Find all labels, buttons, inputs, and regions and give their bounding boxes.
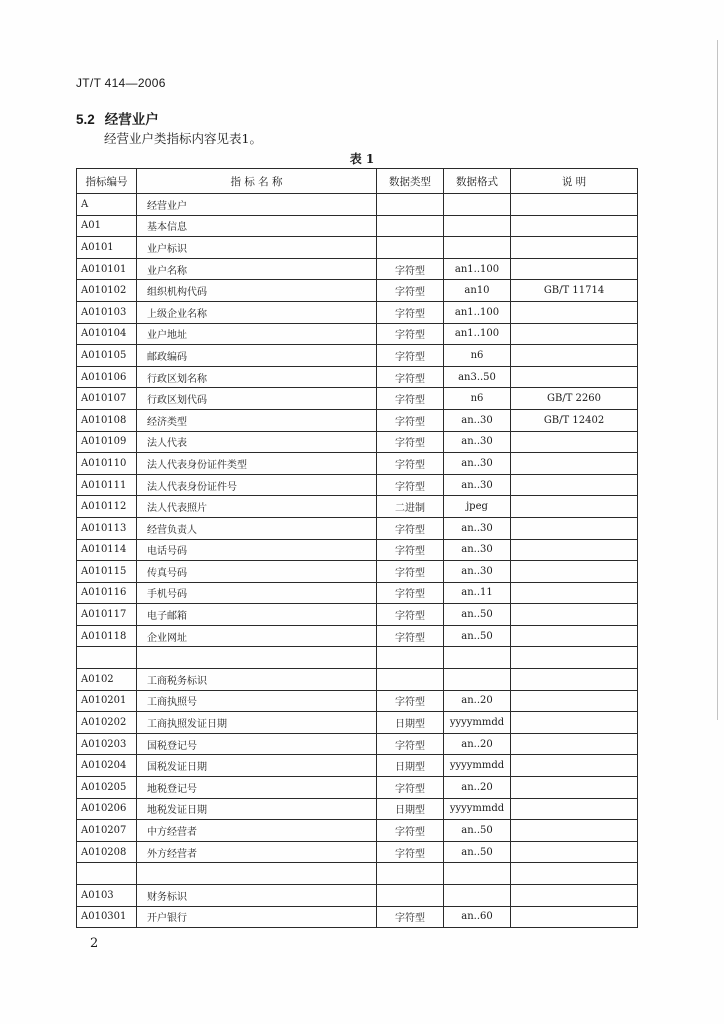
cell-type bbox=[377, 194, 444, 216]
cell-type bbox=[377, 237, 444, 259]
cell-name: 企业网址 bbox=[137, 625, 377, 647]
table-row bbox=[77, 777, 638, 799]
cell-name: 法人代表身份证件号 bbox=[137, 474, 377, 496]
cell-note bbox=[511, 755, 638, 777]
cell-name: 工商执照号 bbox=[137, 690, 377, 712]
cell-type: 字符型 bbox=[377, 301, 444, 323]
cell-note bbox=[511, 712, 638, 734]
table-row bbox=[77, 561, 638, 583]
col-header-note: 说 明 bbox=[511, 169, 638, 194]
cell-note bbox=[511, 323, 638, 345]
cell-type: 字符型 bbox=[377, 690, 444, 712]
table-row bbox=[77, 885, 638, 907]
cell-note bbox=[511, 582, 638, 604]
cell-type bbox=[377, 863, 444, 885]
cell-note bbox=[511, 690, 638, 712]
table-row bbox=[77, 669, 638, 691]
cell-type: 字符型 bbox=[377, 280, 444, 302]
cell-format: yyyymmdd bbox=[444, 712, 511, 734]
cell-name: 中方经营者 bbox=[137, 820, 377, 842]
cell-code: A010204 bbox=[77, 755, 137, 777]
cell-code: A010107 bbox=[77, 388, 137, 410]
table-row bbox=[77, 409, 638, 431]
cell-format: an..30 bbox=[444, 474, 511, 496]
cell-code: A010111 bbox=[77, 474, 137, 496]
cell-note bbox=[511, 777, 638, 799]
table-row bbox=[77, 323, 638, 345]
cell-note bbox=[511, 539, 638, 561]
cell-format bbox=[444, 215, 511, 237]
cell-type bbox=[377, 215, 444, 237]
cell-name: 工商执照发证日期 bbox=[137, 712, 377, 734]
cell-name: 行政区划名称 bbox=[137, 366, 377, 388]
section-heading bbox=[76, 108, 159, 128]
cell-note bbox=[511, 906, 638, 928]
cell-code: A010117 bbox=[77, 604, 137, 626]
cell-format: an..50 bbox=[444, 820, 511, 842]
cell-format: an..60 bbox=[444, 906, 511, 928]
cell-code: A010205 bbox=[77, 777, 137, 799]
cell-name: 财务标识 bbox=[137, 885, 377, 907]
cell-type: 字符型 bbox=[377, 820, 444, 842]
cell-name: 工商税务标识 bbox=[137, 669, 377, 691]
cell-note bbox=[511, 345, 638, 367]
cell-code: A010113 bbox=[77, 517, 137, 539]
cell-name: 开户银行 bbox=[137, 906, 377, 928]
cell-type bbox=[377, 669, 444, 691]
cell-format: an..30 bbox=[444, 453, 511, 475]
cell-code: A010115 bbox=[77, 561, 137, 583]
cell-type: 字符型 bbox=[377, 777, 444, 799]
cell-note bbox=[511, 366, 638, 388]
cell-type: 字符型 bbox=[377, 561, 444, 583]
cell-name: 组织机构代码 bbox=[137, 280, 377, 302]
cell-code: A010208 bbox=[77, 841, 137, 863]
cell-format: an..11 bbox=[444, 582, 511, 604]
cell-type: 字符型 bbox=[377, 366, 444, 388]
cell-code bbox=[77, 863, 137, 885]
cell-type: 字符型 bbox=[377, 474, 444, 496]
cell-code: A010301 bbox=[77, 906, 137, 928]
cell-type: 字符型 bbox=[377, 388, 444, 410]
cell-type: 日期型 bbox=[377, 712, 444, 734]
table-row bbox=[77, 280, 638, 302]
cell-name: 行政区划代码 bbox=[137, 388, 377, 410]
cell-note bbox=[511, 431, 638, 453]
cell-code: A010203 bbox=[77, 733, 137, 755]
cell-name: 经营业户 bbox=[137, 194, 377, 216]
cell-format: an..20 bbox=[444, 733, 511, 755]
col-header-format: 数据格式 bbox=[444, 169, 511, 194]
cell-note bbox=[511, 798, 638, 820]
cell-name: 国税发证日期 bbox=[137, 755, 377, 777]
cell-code: A bbox=[77, 194, 137, 216]
cell-code: A010104 bbox=[77, 323, 137, 345]
col-header-type: 数据类型 bbox=[377, 169, 444, 194]
table-header-row bbox=[77, 169, 638, 194]
cell-note bbox=[511, 194, 638, 216]
cell-format bbox=[444, 647, 511, 669]
cell-name: 上级企业名称 bbox=[137, 301, 377, 323]
cell-name: 外方经营者 bbox=[137, 841, 377, 863]
cell-format: an..30 bbox=[444, 409, 511, 431]
cell-type: 字符型 bbox=[377, 841, 444, 863]
cell-format: jpeg bbox=[444, 496, 511, 518]
table-row bbox=[77, 474, 638, 496]
cell-format: an..30 bbox=[444, 431, 511, 453]
cell-note bbox=[511, 841, 638, 863]
cell-format: an3..50 bbox=[444, 366, 511, 388]
cell-code: A010101 bbox=[77, 258, 137, 280]
table-row bbox=[77, 755, 638, 777]
cell-type: 字符型 bbox=[377, 906, 444, 928]
page-number: 2 bbox=[90, 936, 99, 951]
cell-format: an1..100 bbox=[444, 323, 511, 345]
cell-code: A010206 bbox=[77, 798, 137, 820]
cell-code: A010118 bbox=[77, 625, 137, 647]
cell-type bbox=[377, 885, 444, 907]
cell-type: 字符型 bbox=[377, 733, 444, 755]
cell-name: 电子邮箱 bbox=[137, 604, 377, 626]
cell-format: an..50 bbox=[444, 625, 511, 647]
indicator-table bbox=[76, 168, 638, 928]
cell-format: n6 bbox=[444, 345, 511, 367]
table-row bbox=[77, 215, 638, 237]
cell-code: A010207 bbox=[77, 820, 137, 842]
cell-format: an..20 bbox=[444, 690, 511, 712]
cell-code: A010116 bbox=[77, 582, 137, 604]
table-row bbox=[77, 906, 638, 928]
col-header-code: 指标编号 bbox=[77, 169, 137, 194]
table-row bbox=[77, 841, 638, 863]
cell-name: 业户标识 bbox=[137, 237, 377, 259]
cell-type bbox=[377, 647, 444, 669]
cell-type: 字符型 bbox=[377, 258, 444, 280]
cell-code: A01 bbox=[77, 215, 137, 237]
cell-code: A0103 bbox=[77, 885, 137, 907]
cell-type: 字符型 bbox=[377, 582, 444, 604]
cell-format bbox=[444, 237, 511, 259]
cell-note bbox=[511, 561, 638, 583]
cell-format bbox=[444, 885, 511, 907]
cell-type: 字符型 bbox=[377, 431, 444, 453]
cell-type: 字符型 bbox=[377, 539, 444, 561]
cell-code: A010103 bbox=[77, 301, 137, 323]
cell-format bbox=[444, 194, 511, 216]
cell-note: GB/T 11714 bbox=[511, 280, 638, 302]
cell-type: 二进制 bbox=[377, 496, 444, 518]
cell-note bbox=[511, 669, 638, 691]
cell-code: A010108 bbox=[77, 409, 137, 431]
cell-code: A010114 bbox=[77, 539, 137, 561]
standard-code: JT/T 414—2006 bbox=[76, 76, 166, 90]
cell-name: 法人代表身份证件类型 bbox=[137, 453, 377, 475]
cell-format: an1..100 bbox=[444, 301, 511, 323]
cell-note bbox=[511, 647, 638, 669]
cell-code: A010106 bbox=[77, 366, 137, 388]
cell-format: an10 bbox=[444, 280, 511, 302]
section-number: 5.2 bbox=[76, 112, 95, 127]
cell-note bbox=[511, 863, 638, 885]
cell-code bbox=[77, 647, 137, 669]
table-row bbox=[77, 604, 638, 626]
cell-code: A010112 bbox=[77, 496, 137, 518]
cell-name: 电话号码 bbox=[137, 539, 377, 561]
cell-name: 法人代表 bbox=[137, 431, 377, 453]
table-row bbox=[77, 539, 638, 561]
cell-format: an..30 bbox=[444, 539, 511, 561]
table-row bbox=[77, 582, 638, 604]
cell-type: 字符型 bbox=[377, 604, 444, 626]
table-row bbox=[77, 863, 638, 885]
col-header-name: 指 标 名 称 bbox=[137, 169, 377, 194]
cell-name: 地税发证日期 bbox=[137, 798, 377, 820]
cell-code: A010102 bbox=[77, 280, 137, 302]
cell-format: n6 bbox=[444, 388, 511, 410]
section-intro: 经营业户类指标内容见表1。 bbox=[104, 131, 262, 146]
cell-code: A0101 bbox=[77, 237, 137, 259]
table-body bbox=[77, 194, 638, 928]
section-title: 经营业户 bbox=[104, 112, 159, 128]
cell-name: 经营负责人 bbox=[137, 517, 377, 539]
cell-note: GB/T 12402 bbox=[511, 409, 638, 431]
scan-edge-mark bbox=[717, 40, 718, 720]
cell-note bbox=[511, 474, 638, 496]
table-row bbox=[77, 733, 638, 755]
cell-format bbox=[444, 669, 511, 691]
cell-note bbox=[511, 885, 638, 907]
cell-name: 业户地址 bbox=[137, 323, 377, 345]
cell-name bbox=[137, 647, 377, 669]
cell-code: A0102 bbox=[77, 669, 137, 691]
cell-type: 日期型 bbox=[377, 755, 444, 777]
cell-note bbox=[511, 258, 638, 280]
cell-type: 日期型 bbox=[377, 798, 444, 820]
cell-note bbox=[511, 237, 638, 259]
table-row bbox=[77, 496, 638, 518]
table-title: 表 1 bbox=[349, 152, 375, 166]
cell-name bbox=[137, 863, 377, 885]
cell-note bbox=[511, 625, 638, 647]
table-row bbox=[77, 301, 638, 323]
cell-type: 字符型 bbox=[377, 625, 444, 647]
cell-note: GB/T 2260 bbox=[511, 388, 638, 410]
table-row bbox=[77, 431, 638, 453]
cell-format: an1..100 bbox=[444, 258, 511, 280]
table-row bbox=[77, 453, 638, 475]
cell-type: 字符型 bbox=[377, 345, 444, 367]
table-row bbox=[77, 712, 638, 734]
cell-type: 字符型 bbox=[377, 409, 444, 431]
cell-note bbox=[511, 820, 638, 842]
cell-name: 邮政编码 bbox=[137, 345, 377, 367]
table-row bbox=[77, 366, 638, 388]
cell-note bbox=[511, 517, 638, 539]
table-row bbox=[77, 798, 638, 820]
cell-code: A010110 bbox=[77, 453, 137, 475]
cell-format: an..50 bbox=[444, 841, 511, 863]
table-row bbox=[77, 237, 638, 259]
table-row bbox=[77, 517, 638, 539]
cell-name: 地税登记号 bbox=[137, 777, 377, 799]
cell-note bbox=[511, 733, 638, 755]
cell-format: an..30 bbox=[444, 517, 511, 539]
cell-code: A010105 bbox=[77, 345, 137, 367]
table-row bbox=[77, 258, 638, 280]
cell-note bbox=[511, 604, 638, 626]
cell-name: 基本信息 bbox=[137, 215, 377, 237]
cell-format bbox=[444, 863, 511, 885]
cell-name: 业户名称 bbox=[137, 258, 377, 280]
cell-note bbox=[511, 301, 638, 323]
cell-note bbox=[511, 496, 638, 518]
cell-format: an..30 bbox=[444, 561, 511, 583]
cell-format: yyyymmdd bbox=[444, 798, 511, 820]
table-row bbox=[77, 820, 638, 842]
cell-code: A010109 bbox=[77, 431, 137, 453]
cell-format: an..20 bbox=[444, 777, 511, 799]
cell-code: A010201 bbox=[77, 690, 137, 712]
cell-format: yyyymmdd bbox=[444, 755, 511, 777]
cell-name: 经济类型 bbox=[137, 409, 377, 431]
table-row bbox=[77, 194, 638, 216]
table-row bbox=[77, 690, 638, 712]
table-row bbox=[77, 388, 638, 410]
cell-code: A010202 bbox=[77, 712, 137, 734]
cell-type: 字符型 bbox=[377, 323, 444, 345]
cell-name: 传真号码 bbox=[137, 561, 377, 583]
cell-note bbox=[511, 215, 638, 237]
cell-name: 法人代表照片 bbox=[137, 496, 377, 518]
cell-name: 手机号码 bbox=[137, 582, 377, 604]
table-row bbox=[77, 647, 638, 669]
cell-note bbox=[511, 453, 638, 475]
cell-format: an..50 bbox=[444, 604, 511, 626]
table-row bbox=[77, 625, 638, 647]
cell-type: 字符型 bbox=[377, 453, 444, 475]
cell-type: 字符型 bbox=[377, 517, 444, 539]
table-row bbox=[77, 345, 638, 367]
cell-name: 国税登记号 bbox=[137, 733, 377, 755]
